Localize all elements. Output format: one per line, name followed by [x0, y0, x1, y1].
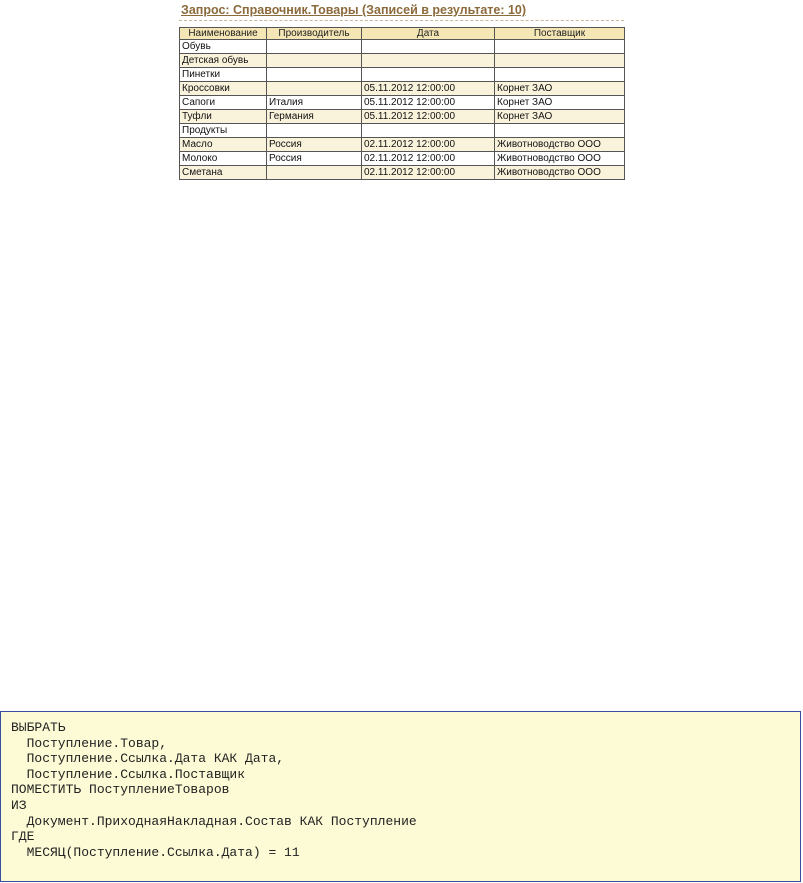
cell-maker: [267, 166, 362, 180]
cell-supplier: [495, 54, 625, 68]
code-line: Документ.ПриходнаяНакладная.Состав КАК Поступление: [11, 813, 417, 829]
title-divider: [179, 20, 624, 21]
cell-date: [362, 124, 495, 138]
query-code: [1, 712, 800, 860]
query-report: [179, 0, 624, 180]
cell-date: [362, 40, 495, 54]
cell-supplier: Корнет ЗАО: [495, 96, 625, 110]
code-line: Поступление.Ссылка.Поставщик: [11, 766, 246, 782]
table-row[interactable]: [180, 110, 625, 124]
cell-name: Обувь: [180, 40, 267, 54]
cell-maker: Италия: [267, 96, 362, 110]
cell-date: [362, 54, 495, 68]
cell-maker: Германия: [267, 110, 362, 124]
cell-date: 05.11.2012 12:00:00: [362, 110, 495, 124]
column-header-date[interactable]: Дата: [362, 28, 495, 40]
table-row[interactable]: [180, 68, 625, 82]
cell-name: Молоко: [180, 152, 267, 166]
report-title[interactable]: Запрос: Справочник.Товары (Записей в результате: 10): [181, 3, 527, 17]
cell-name: Пинетки: [180, 68, 267, 82]
cell-date: 02.11.2012 12:00:00: [362, 152, 495, 166]
cell-supplier: [495, 40, 625, 54]
cell-date: 05.11.2012 12:00:00: [362, 82, 495, 96]
code-line: ИЗ: [11, 797, 27, 813]
column-header-maker[interactable]: Производитель: [267, 28, 362, 40]
table-row[interactable]: [180, 166, 625, 180]
cell-maker: [267, 40, 362, 54]
cell-supplier: Животноводство ООО: [495, 152, 625, 166]
results-table: [179, 27, 625, 180]
column-header-supplier[interactable]: Поставщик: [495, 28, 625, 40]
cell-date: 05.11.2012 12:00:00: [362, 96, 495, 110]
cell-name: Туфли: [180, 110, 267, 124]
cell-maker: [267, 68, 362, 82]
cell-maker: [267, 124, 362, 138]
cell-name: Масло: [180, 138, 267, 152]
cell-name: Сметана: [180, 166, 267, 180]
code-line: Поступление.Товар,: [11, 735, 168, 751]
cell-supplier: Животноводство ООО: [495, 138, 625, 152]
table-row[interactable]: [180, 96, 625, 110]
cell-supplier: Корнет ЗАО: [495, 110, 625, 124]
cell-supplier: [495, 124, 625, 138]
query-code-box[interactable]: [0, 711, 801, 882]
code-line: ГДЕ: [11, 829, 35, 845]
cell-date: [362, 68, 495, 82]
table-row[interactable]: [180, 152, 625, 166]
table-row[interactable]: [180, 138, 625, 152]
cell-name: Детская обувь: [180, 54, 267, 68]
code-line: ПОМЕСТИТЬ ПоступлениеТоваров: [11, 782, 230, 798]
table-row[interactable]: [180, 40, 625, 54]
cell-maker: [267, 82, 362, 96]
cell-supplier: Корнет ЗАО: [495, 82, 625, 96]
code-line: ВЫБРАТЬ: [11, 720, 66, 735]
column-header-name[interactable]: Наименование: [180, 28, 267, 40]
cell-maker: Россия: [267, 152, 362, 166]
table-row[interactable]: [180, 82, 625, 96]
cell-date: 02.11.2012 12:00:00: [362, 138, 495, 152]
cell-supplier: Животноводство ООО: [495, 166, 625, 180]
table-row[interactable]: [180, 54, 625, 68]
cell-maker: [267, 54, 362, 68]
table-header-row: [180, 28, 625, 40]
cell-name: Продукты: [180, 124, 267, 138]
table-row[interactable]: [180, 124, 625, 138]
code-line: Поступление.Ссылка.Дата КАК Дата,: [11, 751, 285, 767]
cell-supplier: [495, 68, 625, 82]
cell-name: Сапоги: [180, 96, 267, 110]
cell-maker: Россия: [267, 138, 362, 152]
code-line: МЕСЯЦ(Поступление.Ссылка.Дата) = 11: [11, 844, 300, 860]
cell-date: 02.11.2012 12:00:00: [362, 166, 495, 180]
cell-name: Кроссовки: [180, 82, 267, 96]
